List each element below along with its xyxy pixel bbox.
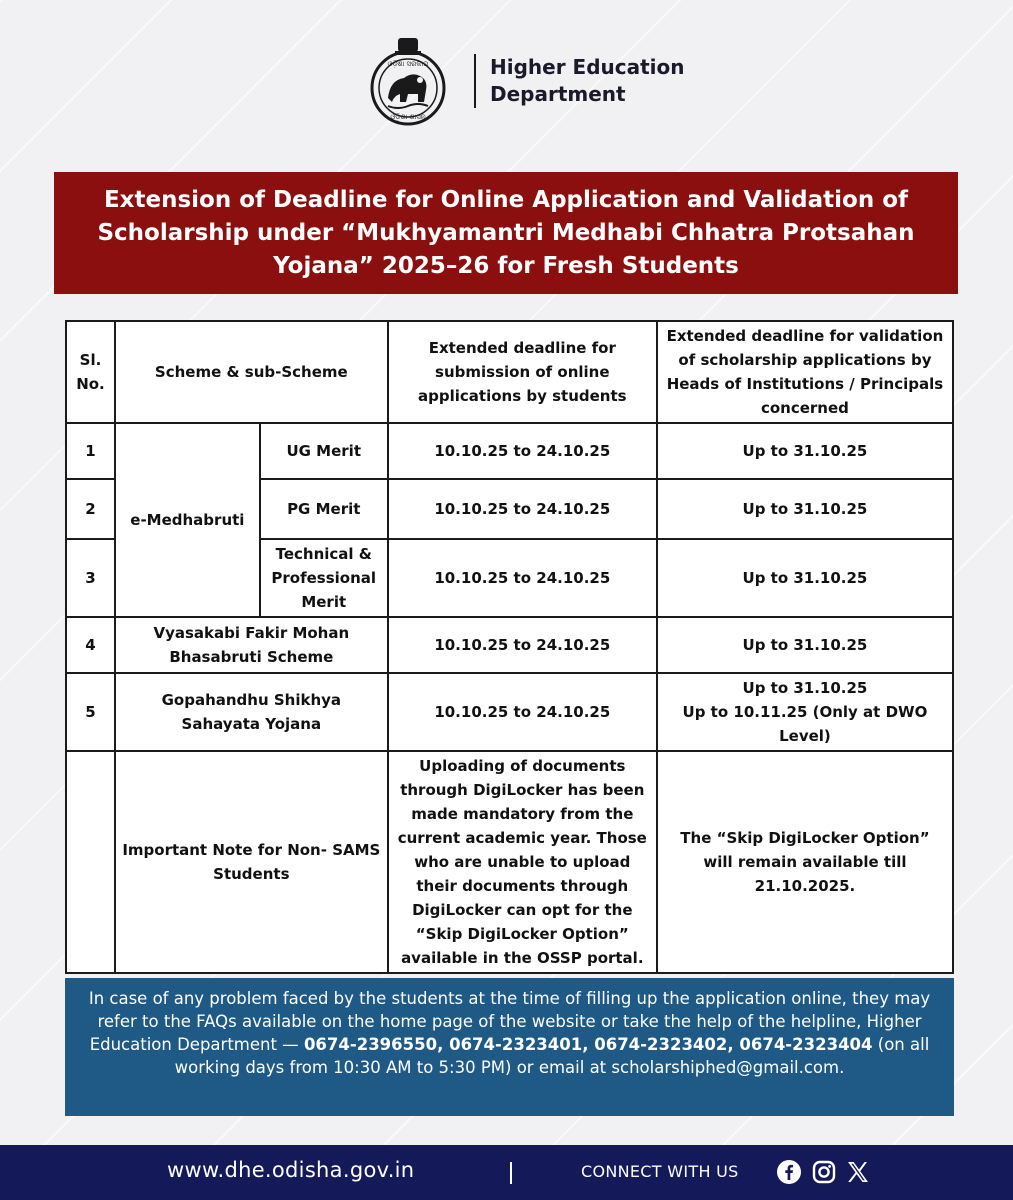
row-sl: 3 bbox=[66, 539, 115, 617]
row-submission: 10.10.25 to 24.10.25 bbox=[388, 673, 657, 751]
row-sl: 2 bbox=[66, 479, 115, 539]
row-submission: Uploading of documents through DigiLocker has been made mandatory from the current academic year. Those who are unable to upload their documents through DigiLocker can opt for the “Skip DigiLocker Option” available in the OSSP portal. bbox=[388, 751, 657, 973]
row-validation: Up to 31.10.25 bbox=[657, 479, 953, 539]
helpline-box bbox=[65, 978, 954, 1116]
row-sub-scheme: PG Merit bbox=[260, 479, 388, 539]
row-scheme: e-Medhabruti bbox=[115, 423, 260, 617]
helpline-text: In case of any problem faced by the students at the time of filling up the application online, they may refer to the FAQs available on the home page of the website or take the help of the helpline, Higher Education Department — bbox=[88, 989, 931, 1054]
table-header-row bbox=[66, 321, 953, 423]
row-validation: Up to 31.10.25 bbox=[657, 423, 953, 479]
row-sl: 4 bbox=[66, 617, 115, 673]
deadline-table bbox=[65, 320, 954, 974]
helpline-text-after: (on all working days from 10:30 AM to 5:30 PM) or email at scholarshiphed@gmail.com. bbox=[174, 1035, 930, 1077]
row-scheme: Important Note for Non- SAMS Students bbox=[115, 751, 388, 973]
row-validation-primary: Up to 31.10.25 bbox=[742, 679, 868, 697]
website-link[interactable]: www.dhe.odisha.gov.in bbox=[167, 1158, 415, 1182]
row-sl bbox=[66, 751, 115, 973]
row-sl: 5 bbox=[66, 673, 115, 751]
instagram-icon[interactable] bbox=[811, 1159, 837, 1185]
row-validation: Up to 31.10.25 bbox=[657, 539, 953, 617]
connect-label: CONNECT WITH US bbox=[581, 1162, 739, 1181]
table-row bbox=[66, 617, 953, 673]
header bbox=[356, 36, 716, 126]
page-title: Extension of Deadline for Online Application and Validation of Scholarship under “Mukhyamantri Medhabi Chhatra Protsahan Yojana” 2025–26 for Fresh Students bbox=[97, 186, 915, 279]
emblem-top-text: ଓଡ଼ିଶା ସରକାର bbox=[387, 60, 429, 68]
footer-divider bbox=[510, 1162, 512, 1184]
row-sub-scheme: UG Merit bbox=[260, 423, 388, 479]
facebook-icon[interactable] bbox=[776, 1159, 802, 1185]
footer bbox=[0, 1145, 1013, 1200]
department-name: Higher Education Department bbox=[490, 55, 685, 106]
row-validation-extra: Up to 10.11.25 (Only at DWO Level) bbox=[682, 703, 928, 745]
odisha-emblem bbox=[356, 36, 460, 126]
row-submission: 10.10.25 to 24.10.25 bbox=[388, 539, 657, 617]
row-validation bbox=[657, 673, 953, 751]
header-validation-deadline: Extended deadline for validation of scholarship applications by Heads of Institutions / Principals concerned bbox=[657, 321, 953, 423]
row-validation: Up to 31.10.25 bbox=[657, 617, 953, 673]
row-scheme: Gopahandhu Shikhya Sahayata Yojana bbox=[115, 673, 388, 751]
row-sub-scheme: Technical & Professional Merit bbox=[260, 539, 388, 617]
helpline-phones: 0674-2396550, 0674-2323401, 0674-2323402, 0674-2323404 bbox=[303, 1035, 873, 1054]
row-scheme: Vyasakabi Fakir Mohan Bhasabruti Scheme bbox=[115, 617, 388, 673]
emblem-bottom-text: ଓଡ଼ିଶା ଶାସନ bbox=[390, 113, 426, 121]
table-row bbox=[66, 423, 953, 479]
row-validation: The “Skip DigiLocker Option” will remain available till 21.10.2025. bbox=[657, 751, 953, 973]
row-submission: 10.10.25 to 24.10.25 bbox=[388, 479, 657, 539]
header-sl-no: Sl. No. bbox=[66, 321, 115, 423]
row-submission: 10.10.25 to 24.10.25 bbox=[388, 423, 657, 479]
header-submission-deadline: Extended deadline for submission of online applications by students bbox=[388, 321, 657, 423]
header-scheme: Scheme & sub-Scheme bbox=[115, 321, 388, 423]
header-divider bbox=[474, 54, 476, 108]
x-icon[interactable] bbox=[845, 1159, 871, 1185]
title-banner bbox=[54, 172, 958, 294]
row-sl: 1 bbox=[66, 423, 115, 479]
table-row-note bbox=[66, 751, 953, 973]
row-submission: 10.10.25 to 24.10.25 bbox=[388, 617, 657, 673]
table-row bbox=[66, 673, 953, 751]
